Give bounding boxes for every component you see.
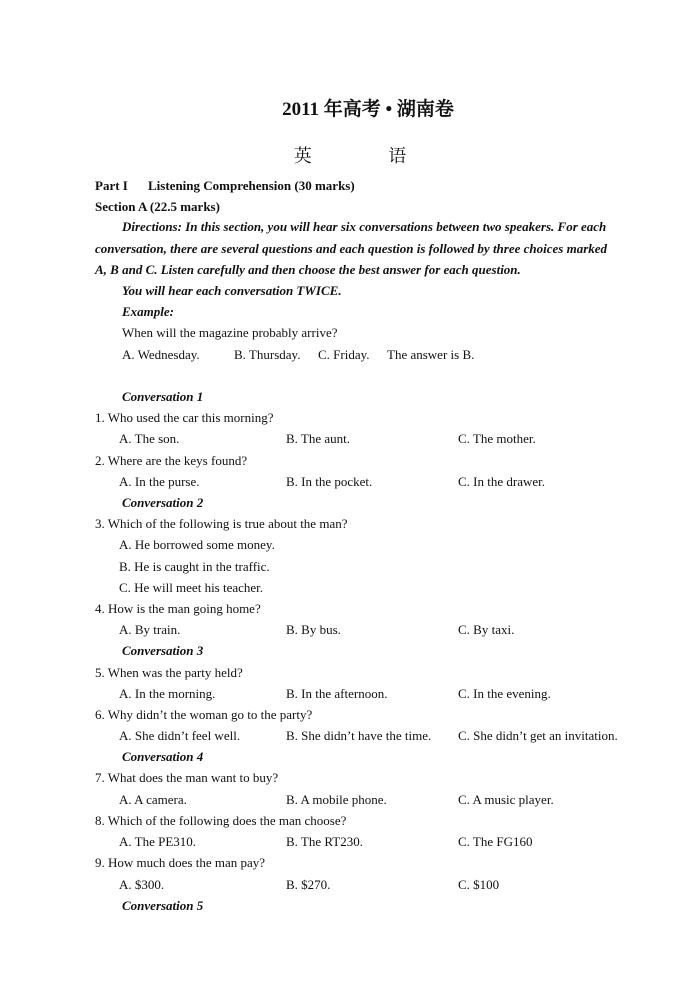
conversation-heading: Conversation 3: [122, 643, 204, 658]
question-1: 1. Who used the car this morning?: [95, 410, 274, 425]
question-6-option-b: B. She didn’t have the time.: [286, 728, 432, 743]
question-8-option-c: C. The FG160: [458, 834, 533, 849]
section-heading: Section A (22.5 marks): [95, 199, 220, 214]
directions-line-1: Directions: In this section, you will hear six conversations between two speakers. For each: [122, 219, 607, 234]
question-4: 4. How is the man going home?: [95, 601, 261, 616]
conversation-heading: Conversation 4: [122, 749, 204, 764]
question-9: 9. How much does the man pay?: [95, 855, 266, 870]
question-5-option-b: B. In the afternoon.: [286, 686, 388, 701]
question-7-option-a: A. A camera.: [119, 792, 187, 807]
question-7: 7. What does the man want to buy?: [95, 770, 279, 785]
question-6: 6. Why didn’t the woman go to the party?: [95, 707, 313, 722]
question-6-option-c: C. She didn’t get an invitation.: [458, 728, 618, 743]
question-9-option-a: A. $300.: [119, 877, 165, 892]
example-label: Example:: [122, 304, 174, 319]
question-3-option-a: A. He borrowed some money.: [119, 537, 275, 552]
part-label: Part I: [95, 178, 128, 193]
question-2-option-a: A. In the purse.: [119, 474, 200, 489]
conversation-heading: Conversation 5: [122, 898, 204, 913]
question-1-option-c: C. The mother.: [458, 431, 536, 446]
question-5: 5. When was the party held?: [95, 665, 243, 680]
question-2: 2. Where are the keys found?: [95, 453, 248, 468]
example-question: When will the magazine probably arrive?: [122, 325, 338, 340]
example-option-b: B. Thursday.: [234, 347, 301, 362]
conversation-heading: Conversation 2: [122, 495, 204, 510]
question-4-option-b: B. By bus.: [286, 622, 341, 637]
question-3-option-b: B. He is caught in the traffic.: [119, 559, 270, 574]
question-2-option-c: C. In the drawer.: [458, 474, 546, 489]
question-3: 3. Which of the following is true about the man?: [95, 516, 348, 531]
page-title: 2011 年高考 • 湖南卷: [282, 99, 454, 120]
question-8-option-b: B. The RT230.: [286, 834, 363, 849]
conversation-heading: Conversation 1: [122, 389, 204, 404]
part-name: Listening Comprehension (30 marks): [148, 178, 355, 193]
question-7-option-c: C. A music player.: [458, 792, 554, 807]
question-5-option-c: C. In the evening.: [458, 686, 551, 701]
question-4-option-c: C. By taxi.: [458, 622, 515, 637]
question-7-option-b: B. A mobile phone.: [286, 792, 387, 807]
question-9-option-b: B. $270.: [286, 877, 331, 892]
example-answer: The answer is B.: [387, 347, 475, 362]
question-8: 8. Which of the following does the man choose?: [95, 813, 347, 828]
question-9-option-c: C. $100: [458, 877, 500, 892]
question-5-option-a: A. In the morning.: [119, 686, 216, 701]
question-2-option-b: B. In the pocket.: [286, 474, 373, 489]
directions-line-4: You will hear each conversation TWICE.: [122, 283, 342, 298]
question-3-option-c: C. He will meet his teacher.: [119, 580, 264, 595]
directions-line-3: A, B and C. Listen carefully and then choose the best answer for each question.: [95, 262, 521, 277]
question-4-option-a: A. By train.: [119, 622, 181, 637]
subject-title: 英 语: [293, 146, 443, 166]
question-1-option-b: B. The aunt.: [286, 431, 351, 446]
example-option-c: C. Friday.: [318, 347, 370, 362]
question-6-option-a: A. She didn’t feel well.: [119, 728, 241, 743]
question-8-option-a: A. The PE310.: [119, 834, 197, 849]
example-option-a: A. Wednesday.: [122, 347, 200, 362]
directions-line-2: conversation, there are several questions and each question is followed by three choices marked: [95, 241, 608, 256]
question-1-option-a: A. The son.: [119, 431, 180, 446]
